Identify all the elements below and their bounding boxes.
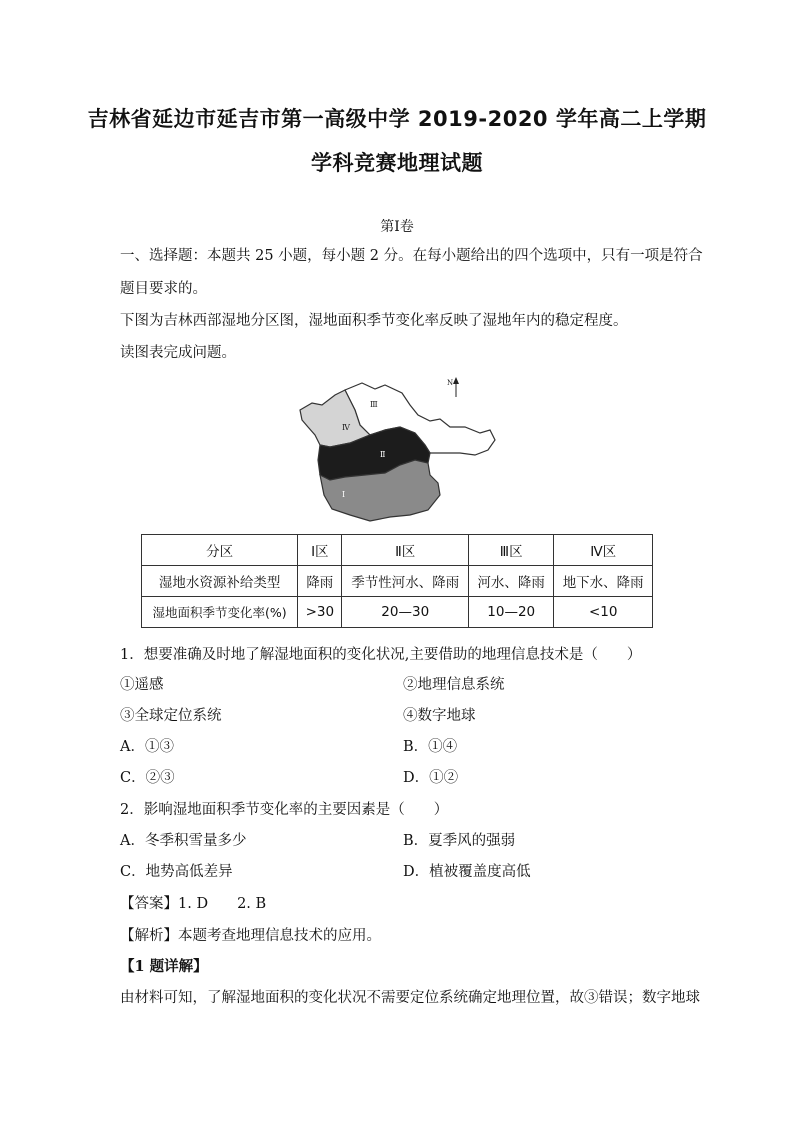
q2-option-a: A．冬季积雪量多少 xyxy=(120,833,247,849)
q1-option-row2 xyxy=(120,767,680,789)
q1-option-d: D．①② xyxy=(403,770,459,786)
table-cell: <10 xyxy=(554,597,653,628)
q2-option-d: D．植被覆盖度高低 xyxy=(403,864,531,880)
wetland-zone-table xyxy=(141,534,653,628)
table-header-cell: Ⅰ区 xyxy=(298,535,342,566)
q1-item: ②地理信息系统 xyxy=(403,677,505,693)
table-header-row xyxy=(142,535,653,566)
q1-option-c: C．②③ xyxy=(120,770,175,786)
table-cell: >30 xyxy=(298,597,342,628)
zone-label-4: Ⅳ xyxy=(342,423,350,432)
table-row xyxy=(142,597,653,628)
question-2-stem: 2．影响湿地面积季节变化率的主要因素是（ ） xyxy=(120,802,449,818)
wetland-zone-map xyxy=(290,375,510,525)
instructions-line1: 一、选择题：本题共 25 小题，每小题 2 分。在每小题给出的四个选项中，只有一项是符合 xyxy=(120,248,703,264)
q1-option-a: A．①③ xyxy=(120,739,174,755)
q2-option-c: C．地势高低差异 xyxy=(120,864,233,880)
table-row xyxy=(142,566,653,597)
q1-option-b: B．①④ xyxy=(403,739,458,755)
table-cell: 湿地面积季节变化率(%) xyxy=(142,597,298,628)
zone-label-3: Ⅲ xyxy=(370,400,378,409)
zone-label-1: Ⅰ xyxy=(342,490,346,499)
detail-heading: 【1 题详解】 xyxy=(120,958,208,975)
answer-line: 【答案】1. D 2. B xyxy=(120,896,267,912)
q2-option-row1 xyxy=(120,830,680,852)
material-line2: 读图表完成问题。 xyxy=(120,345,236,361)
q1-item: ③全球定位系统 xyxy=(120,708,222,724)
section-heading: 第Ⅰ卷 xyxy=(380,219,414,235)
material-line1: 下图为吉林西部湿地分区图，湿地面积季节变化率反映了湿地年内的稳定程度。 xyxy=(120,313,628,329)
north-label: N xyxy=(447,379,454,387)
table-cell: 20—30 xyxy=(342,597,469,628)
table-cell: 河水、降雨 xyxy=(469,566,554,597)
table-cell: 湿地水资源补给类型 xyxy=(142,566,298,597)
detail-text: 由材料可知，了解湿地面积的变化状况不需要定位系统确定地理位置，故③错误；数字地球 xyxy=(120,990,700,1006)
table-header-cell: Ⅳ区 xyxy=(554,535,653,566)
question-1-stem: 1．想要准确及时地了解湿地面积的变化状况,主要借助的地理信息技术是（ ） xyxy=(120,647,642,663)
q1-option-row1 xyxy=(120,736,680,758)
q1-item-row1 xyxy=(120,674,680,696)
table-cell: 降雨 xyxy=(298,566,342,597)
zone-label-2: Ⅱ xyxy=(380,450,386,459)
table-header-cell: 分区 xyxy=(142,535,298,566)
instructions-line2: 题目要求的。 xyxy=(120,281,207,297)
table-cell: 季节性河水、降雨 xyxy=(342,566,469,597)
q1-item: ④数字地球 xyxy=(403,708,476,724)
table-cell: 地下水、降雨 xyxy=(554,566,653,597)
q1-item-row2 xyxy=(120,705,680,727)
q1-item: ①遥感 xyxy=(120,677,164,693)
q2-option-b: B．夏季风的强弱 xyxy=(403,833,516,849)
document-title-line2: 学科竞赛地理试题 xyxy=(311,151,483,175)
table-header-cell: Ⅱ区 xyxy=(342,535,469,566)
north-arrow-icon xyxy=(447,377,459,397)
table-header-cell: Ⅲ区 xyxy=(469,535,554,566)
analysis-line: 【解析】本题考查地理信息技术的应用。 xyxy=(120,928,381,944)
document-title-line1: 吉林省延边市延吉市第一高级中学 2019-2020 学年高二上学期 xyxy=(87,107,707,131)
q2-option-row2 xyxy=(120,861,680,883)
table-cell: 10—20 xyxy=(469,597,554,628)
